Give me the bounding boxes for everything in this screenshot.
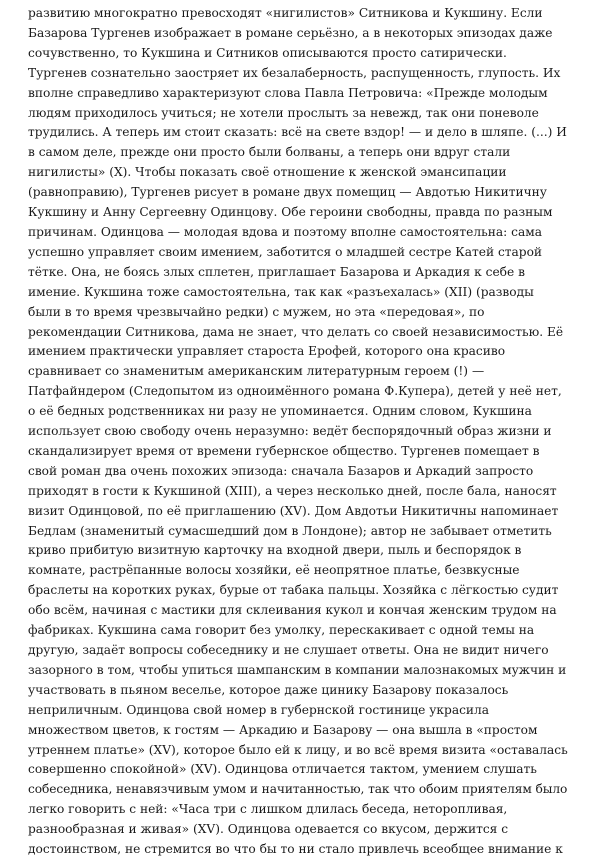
- text-line: разнообразная и живая» (XV). Одинцова одевается со вкусом, держится с: [28, 822, 509, 837]
- text-line: Кукшину и Анну Сергеевну Одинцову. Обе героини свободны, правда по разным: [28, 205, 553, 220]
- document-page: [28, 4, 569, 857]
- text-line: сравнивает со знаменитым американским литературным героем (!) —: [28, 364, 485, 379]
- text-line: о её бедных родственниках ни разу не упоминается. Одним словом, Кукшина: [28, 404, 532, 419]
- text-line: другую, задаёт вопросы собеседнику и не слушает ответы. Она не видит ничего: [28, 643, 549, 657]
- text-line: развитию многократно превосходят «нигилистов» Ситникова и Кукшину. Если: [28, 6, 543, 20]
- text-line: неприличным. Одинцова свой номер в губернской гостинице украсила: [28, 702, 490, 717]
- text-line: Базарова Тургенев изображает в романе серьёзно, а в некоторых эпизодах даже: [28, 25, 553, 40]
- text-line: вполне справедливо характеризуют слова Павла Петровича: «Прежде молодым: [28, 85, 548, 100]
- text-line: (равноправию), Тургенев рисует в романе двух помещиц — Авдотью Никитичну: [28, 185, 547, 200]
- text-line: утреннем платье» (XV), которое было ей к лицу, и во всё время визита «оставалась: [28, 742, 568, 757]
- text-line: собеседника, ненавязчивым умом и начитанностью, так что обоим приятелям было: [28, 782, 568, 797]
- text-line: совершенно спокойной» (XV). Одинцова отличается тактом, умением слушать: [28, 762, 537, 777]
- text-line: браслеты на коротких руках, бурые от табака пальцы. Хозяйка с лёгкостью судит: [28, 583, 559, 598]
- text-line: имение. Кукшина тоже самостоятельна, так как «разъехалась» (XII) (разводы: [28, 284, 534, 299]
- text-line: фабриках. Кукшина сама говорит без умолку, перескакивает с одной темы на: [28, 623, 535, 638]
- text-line: Тургенев сознательно заостряет их безалаберность, распущенность, глупость. Их: [28, 65, 561, 80]
- text-line: достоинством, не стремится во что бы то ни стало привлечь всеобщее внимание к: [28, 842, 563, 857]
- text-line: были в то время чрезвычайно редки) с мужем, но эта «передовая», по: [28, 304, 485, 319]
- text-line: Бедлам (знаменитый сумасшедший дом в Лондоне); автор не забывает отметить: [28, 523, 552, 538]
- text-line: Патфайндером (Следопытом из одноимённого романа Ф.Купера), детей у неё нет,: [28, 384, 562, 399]
- text-line: нигилисты» (X). Чтобы показать своё отношение к женской эмансипации: [28, 165, 507, 180]
- text-line: людям приходилось учиться; не хотели прослыть за невежд, так они поневоле: [28, 105, 539, 120]
- text-line: причинам. Одинцова — молодая вдова и поэтому вполне самостоятельна: сама: [28, 224, 542, 239]
- text-line: обо всём, начиная с мастики для склеивания кукол и кончая женским трудом на: [28, 603, 557, 618]
- text-line: участвовать в пьяном веселье, которое даже цинику Базарову показалось: [28, 682, 509, 697]
- text-line: в самом деле, прежде они просто были болваны, а теперь они вдруг стали: [28, 145, 511, 160]
- text-line: визит Одинцовой, по её приглашению (XV). Дом Авдотьи Никитичны напоминает: [28, 503, 559, 518]
- text-line: приходят в гости к Кукшиной (XIII), а через несколько дней, после бала, наносят: [28, 483, 557, 498]
- text-line: легко говорить с ней: «Часа три с лишком длилась беседа, неторопливая,: [28, 802, 508, 817]
- text-line: комнате, растрёпанные волосы хозяйки, её неопрятное платье, безвкусные: [28, 563, 520, 578]
- text-line: криво прибитую визитную карточку на входной двери, пыль и беспорядок в: [28, 543, 522, 558]
- text-line: тётке. Она, не боясь злых сплетен, приглашает Базарова и Аркадия к себе в: [28, 264, 525, 279]
- text-line: рекомендации Ситникова, дама не знает, что делать со своей независимостью. Её: [28, 324, 564, 339]
- text-line: трудились. А теперь им стоит сказать: всё на свете вздор! — и дело в шляпе. (...) И: [28, 125, 567, 140]
- text-line: имением практически управляет староста Ерофей, которого она красиво: [28, 344, 506, 359]
- text-line: зазорного в том, чтобы упиться шампанским в компании малознакомых мужчин и: [28, 662, 567, 677]
- text-line: успешно управляет своим имением, заботится о младшей сестре Катей старой: [28, 244, 543, 259]
- text-line: свой роман два очень похожих эпизода: сначала Базаров и Аркадий запросто: [28, 463, 534, 478]
- text-line: сочувственно, то Кукшина и Ситников описываются просто сатирически.: [28, 45, 507, 60]
- text-line: скандализирует время от времени губернское общество. Тургенев помещает в: [28, 443, 540, 458]
- text-line: множеством цветов, к гостям — Аркадию и Базарову — она вышла в «простом: [28, 722, 538, 737]
- text-line: использует свою свободу очень неразумно: ведёт беспорядочный образ жизни и: [28, 424, 552, 439]
- body-paragraph: [28, 4, 569, 860]
